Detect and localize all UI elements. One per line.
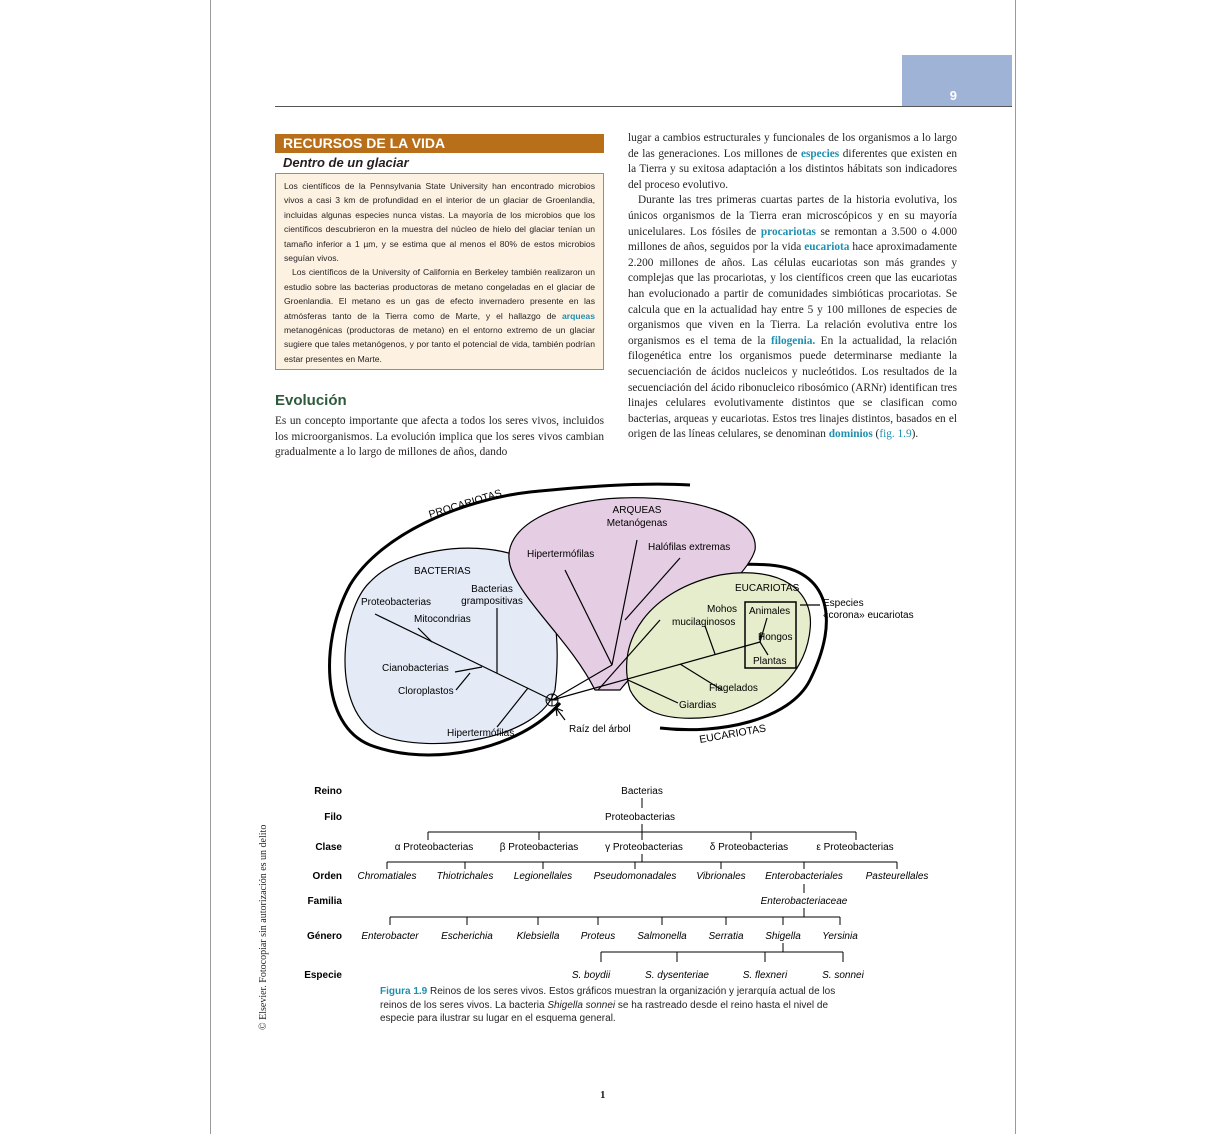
taxon-clase: β Proteobacterias <box>499 842 579 853</box>
rank-labels <box>304 786 342 981</box>
figure-reference-link[interactable]: fig. 1.9 <box>879 428 912 441</box>
caption-text: se ha rastreado desde el reino hasta el nivel de especie para ilustrar su lugar en el esquema general. <box>380 999 829 1024</box>
rank-label: Orden <box>312 871 342 882</box>
taxon-genero: Enterobacter <box>361 931 419 942</box>
taxon-especie: S. flexneri <box>742 970 788 981</box>
label-corona-2: «corona» eucariotas <box>823 610 914 621</box>
label-hongos: Hongos <box>758 632 793 643</box>
label-hipertermofilas-bac: Hipertermófilas <box>447 728 515 739</box>
taxon-especie: S. dysenteriae <box>645 970 709 981</box>
taxon-especie: S. sonnei <box>822 970 864 981</box>
label-eucariotas-outer: EUCARIOTAS <box>698 722 767 746</box>
body-text: diferentes que existen en la Tierra y su exitosa adaptación a los distintos hábitats son indicadores del proceso evolutivo. <box>628 147 957 191</box>
taxon-genero: Yersinia <box>822 931 858 942</box>
label-procariotas: PROCARIOTAS <box>427 487 504 521</box>
rank-label: Reino <box>314 786 342 797</box>
taxon-orden: Pasteurellales <box>865 871 929 882</box>
column-1-paragraph: Es un concepto importante que afecta a todos los seres vivos, incluidos los microorganismos. La evolución implica que los seres vivos cambian gradualmente a lo largo de millones de años, dando <box>275 415 604 459</box>
taxonomy-italic-nodes <box>358 871 929 981</box>
rank-label: Género <box>306 931 342 942</box>
taxon-clase: δ Proteobacterias <box>709 842 789 853</box>
taxon-orden: Chromatiales <box>357 871 417 882</box>
taxon-clase: α Proteobacterias <box>394 842 474 853</box>
taxon-filo: Proteobacterias <box>604 812 676 823</box>
label-hipertermofilas-arq: Hipertermófilas <box>527 549 595 560</box>
taxon-orden: Thiotrichales <box>436 871 494 882</box>
label-bacterias-gp-2: grampositivas <box>461 596 523 607</box>
taxon-genero: Salmonella <box>637 931 687 942</box>
taxon-clase: ε Proteobacterias <box>816 842 894 853</box>
taxon-reino: Bacterias <box>621 786 663 797</box>
box-text: Los científicos de la University of California en Berkeley también realizaron un estudio sobre las bacterias productoras de metano congeladas en el glaciar de Groenlandia. El metano es un gas de efecto invernadero presente en las atmósferas tanto de la Tierra como de Marte, y el hallazgo de <box>284 267 595 321</box>
label-animales: Animales <box>749 606 791 617</box>
taxon-genero: Serratia <box>708 931 744 942</box>
label-arqueas: ARQUEAS <box>612 505 662 516</box>
rank-label: Clase <box>315 842 342 853</box>
figure-caption <box>380 985 855 1026</box>
caption-italic: Shigella sonnei <box>547 999 616 1011</box>
label-bacterias-gp-1: Bacterias <box>471 584 513 595</box>
label-cloroplastos: Cloroplastos <box>398 686 454 697</box>
body-text: En la actualidad, la relación filogenética entre los organismos puede determinarse mediante la secuenciación de ácidos nucleicos y nucleótidos. Los resultados de la secuenciación del ácido ribonucleico ribosómico (ARNr) identifican tres linajes celulares evolutivamente distintos que se clasifican como bacterias, arqueas y eucariotas. Estos tres linajes distintos, basados en el origen de las líneas celulares, se denominan <box>628 334 957 441</box>
taxon-orden: Pseudomonadales <box>593 871 677 882</box>
page-number: 9 <box>949 88 957 103</box>
label-plantas: Plantas <box>753 656 787 667</box>
keyword-dominios[interactable]: dominios <box>828 428 873 441</box>
label-flagelados: Flagelados <box>709 683 758 694</box>
label-giardias: Giardias <box>679 700 717 711</box>
keyword-procariotas[interactable]: procariotas <box>760 225 816 238</box>
rank-label: Familia <box>307 896 342 907</box>
box-heading: RECURSOS DE LA VIDA <box>275 134 604 153</box>
box-subheading: Dentro de un glaciar <box>283 155 409 170</box>
keyword-especies[interactable]: especies <box>800 147 840 160</box>
taxon-orden: Vibrionales <box>696 871 746 882</box>
footer-page-number: 1 <box>600 1089 606 1101</box>
taxon-orden: Legionellales <box>513 871 573 882</box>
body-text: lugar a cambios estructurales y funcionales de los organismos a lo largo de las generaciones. Los millones de <box>628 132 957 160</box>
box-paragraph-1: Los científicos de la Pennsylvania State University han encontrado microbios vivos a casi 3 km de profundidad en el interior de un glaciar de Groenlandia, incluidas algunas especies nunca vistas. La mayoría de los microbios que los científicos descubrieron en la muestra del núcleo de hielo del glaciar tenían un tamaño inferior a 1 µm, y se estima que al menos el 80% de estos microbios seguían vivos. <box>284 181 595 264</box>
label-halofilas: Halófilas extremas <box>648 542 731 553</box>
side-copyright-note: © Elsevier. Fotocopiar sin autorización es un delito <box>258 824 269 1030</box>
label-metanogenas: Metanógenas <box>606 518 668 529</box>
taxon-orden: Enterobacteriales <box>765 871 843 882</box>
keyword-filogenia[interactable]: filogenia. <box>770 334 816 347</box>
root-arrow <box>556 708 565 720</box>
taxon-genero: Escherichia <box>441 931 493 942</box>
label-cianobacterias: Cianobacterias <box>382 663 449 674</box>
label-mohos-2: mucilaginosos <box>672 617 736 628</box>
keyword-arqueas[interactable]: arqueas <box>562 310 595 321</box>
body-text: hace aproximadamente 2.200 millones de años. Las células eucariotas son más grandes y complejas que las procariotas, y los científicos creen que las eucariotas han evolucionado a partir de comunidades simbióticas procariotas. Se calcula que en la actualidad hay entre 5 y 100 millones de especies de organismos que viven en la Tierra. La relación evolutiva entre los organismos es el tema de la <box>628 241 958 347</box>
taxon-genero: Shigella <box>765 931 801 942</box>
rank-label: Especie <box>304 970 342 981</box>
caption-text: Reinos de los seres vivos. Estos gráficos muestran la organización y jerarquía actual de los reinos de los seres vivos. La bacteria <box>380 986 836 1011</box>
label-raiz: Raíz del árbol <box>569 724 631 735</box>
rank-label: Filo <box>324 812 342 823</box>
body-text: se remontan a 3.500 o 4.000 millones de años, seguidos por la vida <box>628 225 957 254</box>
label-eucariotas-inner: EUCARIOTAS <box>735 583 800 594</box>
body-text: ). <box>911 428 919 441</box>
body-text: ( <box>872 428 880 441</box>
taxon-especie: S. boydii <box>571 970 611 981</box>
caption-label: Figura 1.9 <box>380 986 428 997</box>
keyword-eucariota[interactable]: eucariota <box>804 241 850 254</box>
box-text: metanogénicas (productoras de metano) en el entorno extremo de un glaciar sugiere que tales metanógenos, y por tanto el potencial de vida, también podrían estar presentes en Marte. <box>284 325 595 364</box>
taxon-clase: γ Proteobacterias <box>605 842 683 853</box>
taxon-familia: Enterobacteriaceae <box>760 896 848 907</box>
body-text: Durante las tres primeras cuartas partes de la historia evolutiva, los únicos organismos de la Tierra eran microscópicos y en su mayoría unicelulares. Los fósiles de <box>628 194 957 238</box>
label-corona-1: Especies <box>823 598 864 609</box>
taxonomy-nodes <box>395 786 894 853</box>
label-mitocondrias: Mitocondrias <box>414 614 471 625</box>
taxon-genero: Proteus <box>580 931 616 942</box>
label-bacterias: BACTERIAS <box>414 566 471 577</box>
label-mohos-1: Mohos <box>707 604 738 615</box>
section-title: Evolución <box>275 392 347 409</box>
label-proteobacterias: Proteobacterias <box>361 597 432 608</box>
taxon-genero: Klebsiella <box>516 931 560 942</box>
